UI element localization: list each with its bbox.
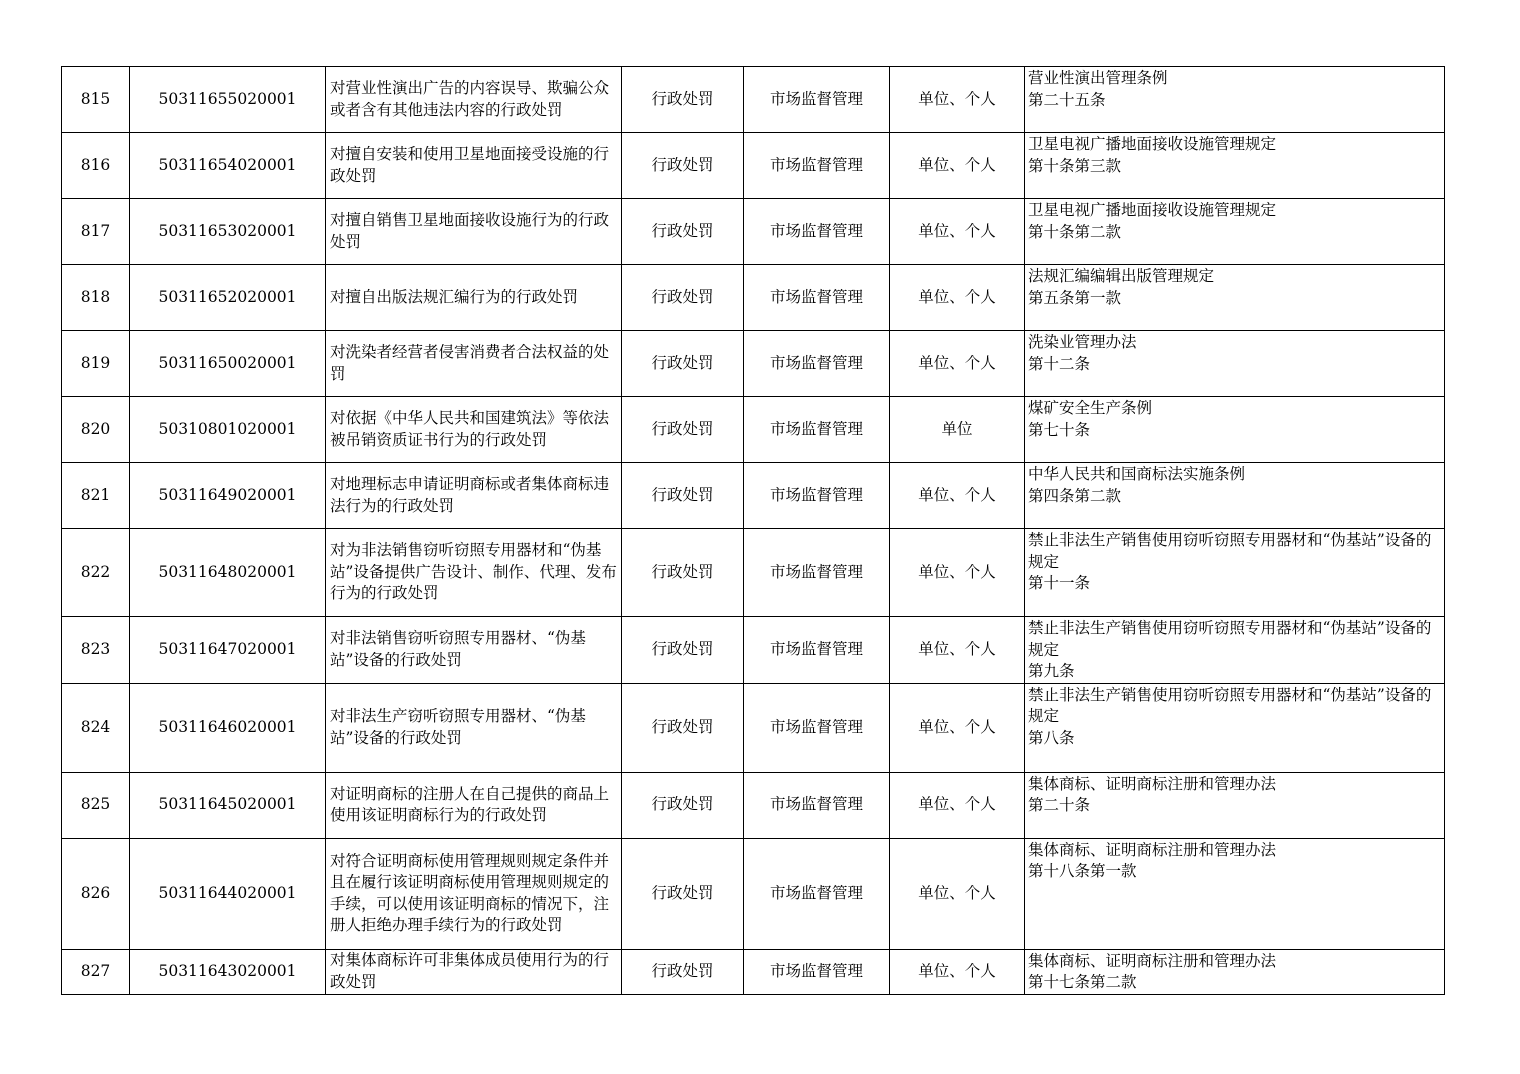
item-name-cell: 对非法生产窃听窃照专用器材、“伪基站”设备的行政处罚 bbox=[326, 683, 622, 772]
department-cell: 市场监督管理 bbox=[744, 772, 890, 838]
subject-cell: 单位、个人 bbox=[890, 838, 1025, 949]
legal-basis-cell bbox=[1025, 949, 1445, 994]
subject-cell: 单位、个人 bbox=[890, 67, 1025, 133]
legal-basis-cell bbox=[1025, 683, 1445, 772]
subject-cell: 单位、个人 bbox=[890, 683, 1025, 772]
table-row bbox=[62, 772, 1445, 838]
basis-article: 第七十条 bbox=[1028, 420, 1091, 439]
item-name-cell: 对证明商标的注册人在自己提供的商品上使用该证明商标行为的行政处罚 bbox=[326, 772, 622, 838]
item-type-cell: 行政处罚 bbox=[622, 265, 744, 331]
item-type-cell: 行政处罚 bbox=[622, 199, 744, 265]
subject-cell: 单位、个人 bbox=[890, 772, 1025, 838]
table-row bbox=[62, 331, 1445, 397]
table-row bbox=[62, 67, 1445, 133]
legal-basis-cell bbox=[1025, 331, 1445, 397]
subject-cell: 单位、个人 bbox=[890, 949, 1025, 994]
legal-basis-cell bbox=[1025, 199, 1445, 265]
item-name-cell: 对为非法销售窃听窃照专用器材和“伪基站”设备提供广告设计、制作、代理、发布行为的行政处罚 bbox=[326, 529, 622, 617]
item-code-cell: 50311654020001 bbox=[130, 133, 326, 199]
table-row bbox=[62, 683, 1445, 772]
department-cell: 市场监督管理 bbox=[744, 529, 890, 617]
item-code-cell: 50311648020001 bbox=[130, 529, 326, 617]
department-cell: 市场监督管理 bbox=[744, 331, 890, 397]
item-name-cell: 对依据《中华人民共和国建筑法》等依法被吊销资质证书行为的行政处罚 bbox=[326, 397, 622, 463]
item-code-cell: 50311646020001 bbox=[130, 683, 326, 772]
subject-cell: 单位、个人 bbox=[890, 617, 1025, 684]
basis-article: 第十一条 bbox=[1028, 574, 1091, 592]
item-type-cell: 行政处罚 bbox=[622, 133, 744, 199]
table-row bbox=[62, 265, 1445, 331]
subject-cell: 单位、个人 bbox=[890, 463, 1025, 529]
basis-law-name: 卫星电视广播地面接收设施管理规定 bbox=[1028, 135, 1277, 153]
department-cell: 市场监督管理 bbox=[744, 133, 890, 199]
subject-cell: 单位 bbox=[890, 397, 1025, 463]
penalty-table bbox=[61, 66, 1445, 995]
row-number-cell: 820 bbox=[62, 397, 130, 463]
table-row bbox=[62, 838, 1445, 949]
subject-cell: 单位、个人 bbox=[890, 199, 1025, 265]
row-number-cell: 818 bbox=[62, 265, 130, 331]
table-row bbox=[62, 949, 1445, 994]
basis-law-name: 集体商标、证明商标注册和管理办法 bbox=[1028, 774, 1277, 793]
table-row bbox=[62, 133, 1445, 199]
subject-cell: 单位、个人 bbox=[890, 529, 1025, 617]
item-code-cell: 50311647020001 bbox=[130, 617, 326, 684]
item-type-cell: 行政处罚 bbox=[622, 67, 744, 133]
item-code-cell: 50311653020001 bbox=[130, 199, 326, 265]
item-name-cell: 对营业性演出广告的内容误导、欺骗公众或者含有其他违法内容的行政处罚 bbox=[326, 67, 622, 133]
item-name-cell: 对非法销售窃听窃照专用器材、“伪基站”设备的行政处罚 bbox=[326, 617, 622, 684]
department-cell: 市场监督管理 bbox=[744, 397, 890, 463]
basis-law-name: 营业性演出管理条例 bbox=[1028, 69, 1168, 87]
item-name-cell: 对擅自销售卫星地面接收设施行为的行政处罚 bbox=[326, 199, 622, 265]
legal-basis-cell bbox=[1025, 838, 1445, 949]
item-type-cell: 行政处罚 bbox=[622, 772, 744, 838]
basis-article: 第十八条第一款 bbox=[1028, 862, 1137, 880]
department-cell: 市场监督管理 bbox=[744, 67, 890, 133]
item-type-cell: 行政处罚 bbox=[622, 949, 744, 994]
row-number-cell: 824 bbox=[62, 683, 130, 772]
row-number-cell: 816 bbox=[62, 133, 130, 199]
basis-article: 第五条第一款 bbox=[1028, 288, 1122, 307]
legal-basis-cell bbox=[1025, 529, 1445, 617]
basis-law-name: 中华人民共和国商标法实施条例 bbox=[1028, 465, 1246, 483]
basis-article: 第十条第二款 bbox=[1028, 222, 1122, 241]
basis-law-name: 法规汇编编辑出版管理规定 bbox=[1028, 267, 1215, 285]
item-name-cell: 对擅自出版法规汇编行为的行政处罚 bbox=[326, 265, 622, 331]
item-code-cell: 50311644020001 bbox=[130, 838, 326, 949]
table-row bbox=[62, 397, 1445, 463]
item-code-cell: 50311650020001 bbox=[130, 331, 326, 397]
department-cell: 市场监督管理 bbox=[744, 683, 890, 772]
item-code-cell: 50311652020001 bbox=[130, 265, 326, 331]
department-cell: 市场监督管理 bbox=[744, 838, 890, 949]
department-cell: 市场监督管理 bbox=[744, 949, 890, 994]
item-code-cell: 50311643020001 bbox=[130, 949, 326, 994]
legal-basis-cell bbox=[1025, 265, 1445, 331]
item-type-cell: 行政处罚 bbox=[622, 683, 744, 772]
table-body bbox=[62, 67, 1445, 995]
row-number-cell: 822 bbox=[62, 529, 130, 617]
table-row bbox=[62, 617, 1445, 684]
item-name-cell: 对地理标志申请证明商标或者集体商标违法行为的行政处罚 bbox=[326, 463, 622, 529]
item-type-cell: 行政处罚 bbox=[622, 397, 744, 463]
legal-basis-cell bbox=[1025, 133, 1445, 199]
row-number-cell: 819 bbox=[62, 331, 130, 397]
department-cell: 市场监督管理 bbox=[744, 265, 890, 331]
basis-law-name: 洗染业管理办法 bbox=[1028, 333, 1137, 351]
item-name-cell: 对集体商标许可非集体成员使用行为的行政处罚 bbox=[326, 949, 622, 994]
row-number-cell: 821 bbox=[62, 463, 130, 529]
row-number-cell: 815 bbox=[62, 67, 130, 133]
item-name-cell: 对洗染者经营者侵害消费者合法权益的处罚 bbox=[326, 331, 622, 397]
legal-basis-cell bbox=[1025, 67, 1445, 133]
row-number-cell: 817 bbox=[62, 199, 130, 265]
legal-basis-cell bbox=[1025, 617, 1445, 684]
subject-cell: 单位、个人 bbox=[890, 265, 1025, 331]
item-name-cell: 对擅自安装和使用卫星地面接受设施的行政处罚 bbox=[326, 133, 622, 199]
basis-article: 第十条第三款 bbox=[1028, 156, 1122, 175]
basis-article: 第二十条 bbox=[1028, 796, 1091, 814]
basis-law-name: 禁止非法生产销售使用窃听窃照专用器材和“伪基站”设备的规定 bbox=[1028, 685, 1432, 725]
item-name-cell: 对符合证明商标使用管理规则规定条件并且在履行该证明商标使用管理规则规定的手续，可以使用该证明商标的情况下，注册人拒绝办理手续行为的行政处罚 bbox=[326, 838, 622, 949]
basis-law-name: 卫星电视广播地面接收设施管理规定 bbox=[1028, 201, 1277, 219]
department-cell: 市场监督管理 bbox=[744, 463, 890, 529]
table-row bbox=[62, 529, 1445, 617]
basis-article: 第二十五条 bbox=[1028, 90, 1106, 109]
basis-article: 第十二条 bbox=[1028, 354, 1091, 373]
item-type-cell: 行政处罚 bbox=[622, 463, 744, 529]
table-row bbox=[62, 463, 1445, 529]
row-number-cell: 823 bbox=[62, 617, 130, 684]
item-code-cell: 50311649020001 bbox=[130, 463, 326, 529]
row-number-cell: 826 bbox=[62, 838, 130, 949]
row-number-cell: 825 bbox=[62, 772, 130, 838]
table-row bbox=[62, 199, 1445, 265]
legal-basis-cell bbox=[1025, 772, 1445, 838]
row-number-cell: 827 bbox=[62, 949, 130, 994]
basis-law-name: 集体商标、证明商标注册和管理办法 bbox=[1028, 951, 1277, 970]
basis-article: 第十七条第二款 bbox=[1028, 973, 1137, 991]
basis-law-name: 禁止非法生产销售使用窃听窃照专用器材和“伪基站”设备的规定 bbox=[1028, 531, 1432, 571]
legal-basis-cell bbox=[1025, 463, 1445, 529]
basis-article: 第八条 bbox=[1028, 728, 1075, 747]
legal-basis-cell bbox=[1025, 397, 1445, 463]
item-code-cell: 50311655020001 bbox=[130, 67, 326, 133]
item-type-cell: 行政处罚 bbox=[622, 331, 744, 397]
basis-law-name: 禁止非法生产销售使用窃听窃照专用器材和“伪基站”设备的规定 bbox=[1028, 619, 1432, 659]
basis-law-name: 煤矿安全生产条例 bbox=[1028, 399, 1153, 417]
subject-cell: 单位、个人 bbox=[890, 331, 1025, 397]
department-cell: 市场监督管理 bbox=[744, 199, 890, 265]
item-type-cell: 行政处罚 bbox=[622, 617, 744, 684]
item-code-cell: 50311645020001 bbox=[130, 772, 326, 838]
item-type-cell: 行政处罚 bbox=[622, 838, 744, 949]
basis-article: 第九条 bbox=[1028, 662, 1075, 680]
subject-cell: 单位、个人 bbox=[890, 133, 1025, 199]
basis-article: 第四条第二款 bbox=[1028, 486, 1122, 505]
item-type-cell: 行政处罚 bbox=[622, 529, 744, 617]
department-cell: 市场监督管理 bbox=[744, 617, 890, 684]
item-code-cell: 50310801020001 bbox=[130, 397, 326, 463]
basis-law-name: 集体商标、证明商标注册和管理办法 bbox=[1028, 840, 1277, 859]
